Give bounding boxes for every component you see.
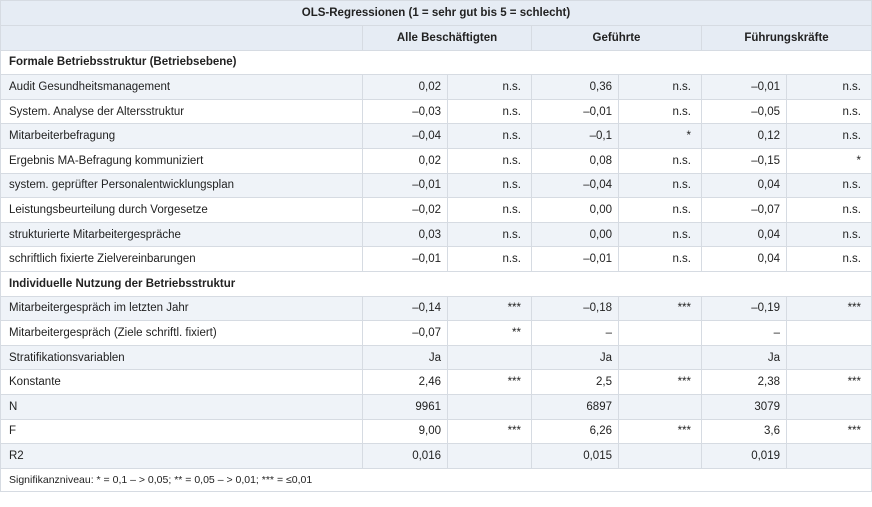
significance-cell: n.s.	[619, 173, 702, 198]
table-row	[1, 124, 872, 149]
coefficient-cell: 2,5	[532, 370, 619, 395]
significance-cell: *	[619, 124, 702, 149]
table-row	[1, 247, 872, 272]
significance-cell	[619, 394, 702, 419]
significance-cell: n.s.	[619, 99, 702, 124]
table-row	[1, 198, 872, 223]
significance-cell	[787, 444, 872, 469]
coefficient-cell: –0,04	[363, 124, 448, 149]
row-label: system. geprüfter Personalentwicklungsplan	[1, 173, 363, 198]
significance-cell: ***	[787, 419, 872, 444]
coefficient-cell: –0,14	[363, 296, 448, 321]
significance-cell: n.s.	[448, 247, 532, 272]
coefficient-cell: 2,46	[363, 370, 448, 395]
table-row	[1, 419, 872, 444]
column-header-row	[1, 26, 872, 51]
significance-footnote: Signifikanzniveau: * = 0,1 – > 0,05; ** = 0,05 – > 0,01; *** = ≤0,01	[1, 468, 872, 491]
section-title: Individuelle Nutzung der Betriebsstruktur	[1, 271, 872, 296]
coefficient-cell: 0,12	[702, 124, 787, 149]
coefficient-cell: 0,019	[702, 444, 787, 469]
significance-cell: n.s.	[787, 222, 872, 247]
row-label: Ergebnis MA-Befragung kommuniziert	[1, 148, 363, 173]
table-row	[1, 321, 872, 346]
table-row	[1, 370, 872, 395]
footnote-row	[1, 468, 872, 491]
coefficient-cell: –0,02	[363, 198, 448, 223]
significance-cell: ***	[619, 370, 702, 395]
coefficient-cell: –0,1	[532, 124, 619, 149]
coefficient-cell: –0,05	[702, 99, 787, 124]
row-label: Stratifikationsvariablen	[1, 345, 363, 370]
table-row	[1, 296, 872, 321]
coefficient-cell: 0,04	[702, 173, 787, 198]
row-label: R2	[1, 444, 363, 469]
significance-cell: n.s.	[787, 75, 872, 100]
row-label: N	[1, 394, 363, 419]
coefficient-cell: –0,07	[363, 321, 448, 346]
significance-cell	[448, 444, 532, 469]
coefficient-cell: 6897	[532, 394, 619, 419]
coefficient-cell: –0,01	[532, 99, 619, 124]
coefficient-cell: 9961	[363, 394, 448, 419]
coefficient-cell: Ja	[363, 345, 448, 370]
significance-cell: *	[787, 148, 872, 173]
coefficient-cell: 0,02	[363, 148, 448, 173]
column-header-gefuehrte: Geführte	[532, 26, 702, 51]
significance-cell: n.s.	[619, 148, 702, 173]
section-title: Formale Betriebsstruktur (Betriebsebene)	[1, 50, 872, 75]
title-row	[1, 1, 872, 26]
coefficient-cell: 0,08	[532, 148, 619, 173]
table-row	[1, 444, 872, 469]
column-header-alle: Alle Beschäftigten	[363, 26, 532, 51]
significance-cell: n.s.	[787, 198, 872, 223]
significance-cell: ***	[448, 370, 532, 395]
significance-cell	[619, 444, 702, 469]
table-title: OLS-Regressionen (1 = sehr gut bis 5 = schlecht)	[1, 1, 872, 26]
significance-cell: ***	[787, 296, 872, 321]
coefficient-cell: –0,18	[532, 296, 619, 321]
coefficient-cell: 0,016	[363, 444, 448, 469]
section-header-row	[1, 271, 872, 296]
coefficient-cell: –0,07	[702, 198, 787, 223]
coefficient-cell: 6,26	[532, 419, 619, 444]
coefficient-cell: –0,01	[363, 173, 448, 198]
table-row	[1, 345, 872, 370]
column-header-fuehrungskraefte: Führungskräfte	[702, 26, 872, 51]
significance-cell: n.s.	[619, 198, 702, 223]
coefficient-cell: –	[532, 321, 619, 346]
row-label: Mitarbeitergespräch im letzten Jahr	[1, 296, 363, 321]
table-row	[1, 75, 872, 100]
significance-cell: n.s.	[448, 99, 532, 124]
significance-cell: ***	[619, 419, 702, 444]
coefficient-cell: 0,015	[532, 444, 619, 469]
significance-cell	[619, 321, 702, 346]
significance-cell	[619, 345, 702, 370]
table-row	[1, 99, 872, 124]
significance-cell: n.s.	[787, 247, 872, 272]
significance-cell: ***	[619, 296, 702, 321]
significance-cell: ***	[448, 419, 532, 444]
coefficient-cell: 0,00	[532, 222, 619, 247]
row-label: Audit Gesundheitsmanagement	[1, 75, 363, 100]
significance-cell: ***	[787, 370, 872, 395]
significance-cell	[787, 394, 872, 419]
header-blank-cell	[1, 26, 363, 51]
significance-cell: n.s.	[619, 247, 702, 272]
significance-cell	[787, 321, 872, 346]
significance-cell: **	[448, 321, 532, 346]
coefficient-cell: 3,6	[702, 419, 787, 444]
table-row	[1, 222, 872, 247]
row-label: Leistungsbeurteilung durch Vorgesetze	[1, 198, 363, 223]
coefficient-cell: 3079	[702, 394, 787, 419]
coefficient-cell: 0,03	[363, 222, 448, 247]
coefficient-cell: –0,01	[363, 247, 448, 272]
coefficient-cell: 0,04	[702, 222, 787, 247]
significance-cell: n.s.	[448, 198, 532, 223]
significance-cell: n.s.	[619, 75, 702, 100]
section-header-row	[1, 50, 872, 75]
significance-cell: n.s.	[787, 124, 872, 149]
table-row	[1, 173, 872, 198]
coefficient-cell: –0,01	[532, 247, 619, 272]
row-label: F	[1, 419, 363, 444]
row-label: Konstante	[1, 370, 363, 395]
row-label: schriftlich fixierte Zielvereinbarungen	[1, 247, 363, 272]
row-label: Mitarbeitergespräch (Ziele schriftl. fixiert)	[1, 321, 363, 346]
significance-cell: n.s.	[448, 75, 532, 100]
coefficient-cell: –0,01	[702, 75, 787, 100]
significance-cell	[787, 345, 872, 370]
table-row	[1, 148, 872, 173]
significance-cell: n.s.	[787, 173, 872, 198]
coefficient-cell: Ja	[702, 345, 787, 370]
coefficient-cell: 0,04	[702, 247, 787, 272]
significance-cell: n.s.	[448, 173, 532, 198]
coefficient-cell: –0,15	[702, 148, 787, 173]
row-label: Mitarbeiterbefragung	[1, 124, 363, 149]
coefficient-cell: –0,03	[363, 99, 448, 124]
coefficient-cell: 0,36	[532, 75, 619, 100]
table-row	[1, 394, 872, 419]
significance-cell: ***	[448, 296, 532, 321]
coefficient-cell: 0,00	[532, 198, 619, 223]
significance-cell	[448, 394, 532, 419]
coefficient-cell: 9,00	[363, 419, 448, 444]
significance-cell: n.s.	[448, 124, 532, 149]
coefficient-cell: 2,38	[702, 370, 787, 395]
significance-cell	[448, 345, 532, 370]
row-label: strukturierte Mitarbeitergespräche	[1, 222, 363, 247]
significance-cell: n.s.	[448, 222, 532, 247]
coefficient-cell: –0,19	[702, 296, 787, 321]
significance-cell: n.s.	[448, 148, 532, 173]
coefficient-cell: –0,04	[532, 173, 619, 198]
coefficient-cell: –	[702, 321, 787, 346]
row-label: System. Analyse der Altersstruktur	[1, 99, 363, 124]
significance-cell: n.s.	[787, 99, 872, 124]
significance-cell: n.s.	[619, 222, 702, 247]
coefficient-cell: 0,02	[363, 75, 448, 100]
coefficient-cell: Ja	[532, 345, 619, 370]
